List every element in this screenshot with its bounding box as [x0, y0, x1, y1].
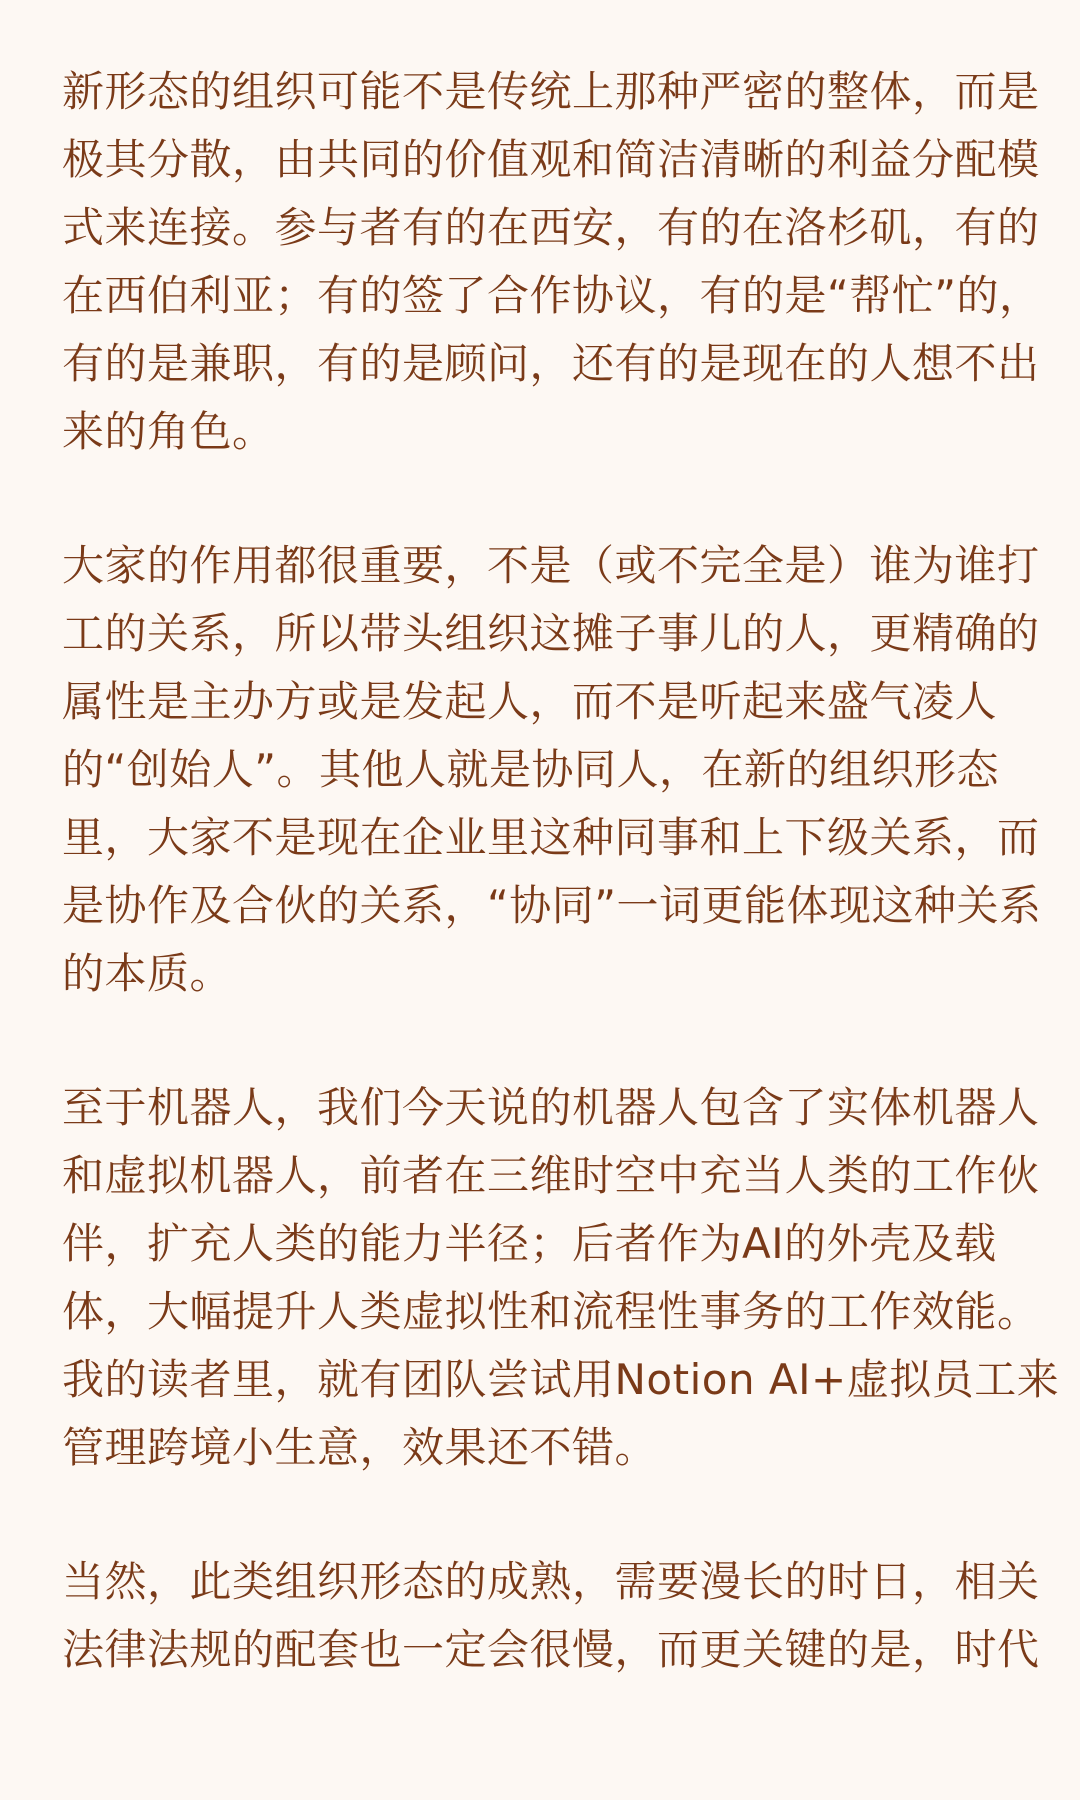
text-line: 工的关系，所以带头组织这摊子事儿的人，更精确的 — [62, 609, 1040, 658]
text-line: 的“创始人”。其他人就是协同人，在新的组织形态 — [62, 745, 1000, 794]
text-line: 大家的作用都很重要，不是（或不完全是）谁为谁打 — [62, 541, 1040, 590]
text-line: 和虚拟机器人，前者在三维时空中充当人类的工作伙 — [62, 1151, 1040, 1200]
paragraph-robots — [62, 1074, 1060, 1482]
text-line: 属性是主办方或是发起人，而不是听起来盛气凌人 — [62, 677, 998, 726]
text-line: 法律法规的配套也一定会很慢，而更关键的是，时代 — [62, 1625, 1040, 1674]
text-line: 管理跨境小生意，效果还不错。 — [62, 1423, 658, 1472]
text-line: 里，大家不是现在企业里这种同事和上下级关系，而 — [62, 813, 1040, 862]
text-line: 至于机器人，我们今天说的机器人包含了实体机器人 — [62, 1083, 1040, 1132]
text-line: 伴，扩充人类的能力半径；后者作为AI的外壳及载 — [62, 1219, 997, 1268]
text-line: 我的读者里，就有团队尝试用Notion AI+虚拟员工来 — [62, 1355, 1060, 1404]
text-line: 的本质。 — [62, 949, 233, 998]
text-line: 体，大幅提升人类虚拟性和流程性事务的工作效能。 — [62, 1287, 1040, 1336]
text-line: 来的角色。 — [62, 407, 275, 456]
text-line: 新形态的组织可能不是传统上那种严密的整体，而是 — [62, 67, 1040, 116]
paragraph-maturity — [62, 1548, 1040, 1684]
text-line: 极其分散，由共同的价值观和简洁清晰的利益分配模 — [62, 135, 1040, 184]
text-line: 式来连接。参与者有的在西安，有的在洛杉矶，有的 — [62, 203, 1040, 252]
paragraph-new-organization — [62, 58, 1042, 466]
text-line: 有的是兼职，有的是顾问，还有的是现在的人想不出 — [62, 339, 1040, 388]
text-line: 在西伯利亚；有的签了合作协议，有的是“帮忙”的， — [62, 271, 1042, 320]
paragraph-collaborators — [62, 532, 1042, 1008]
text-line: 是协作及合伙的关系，“协同”一词更能体现这种关系 — [62, 881, 1042, 930]
text-line: 当然，此类组织形态的成熟，需要漫长的时日，相关 — [62, 1557, 1040, 1606]
